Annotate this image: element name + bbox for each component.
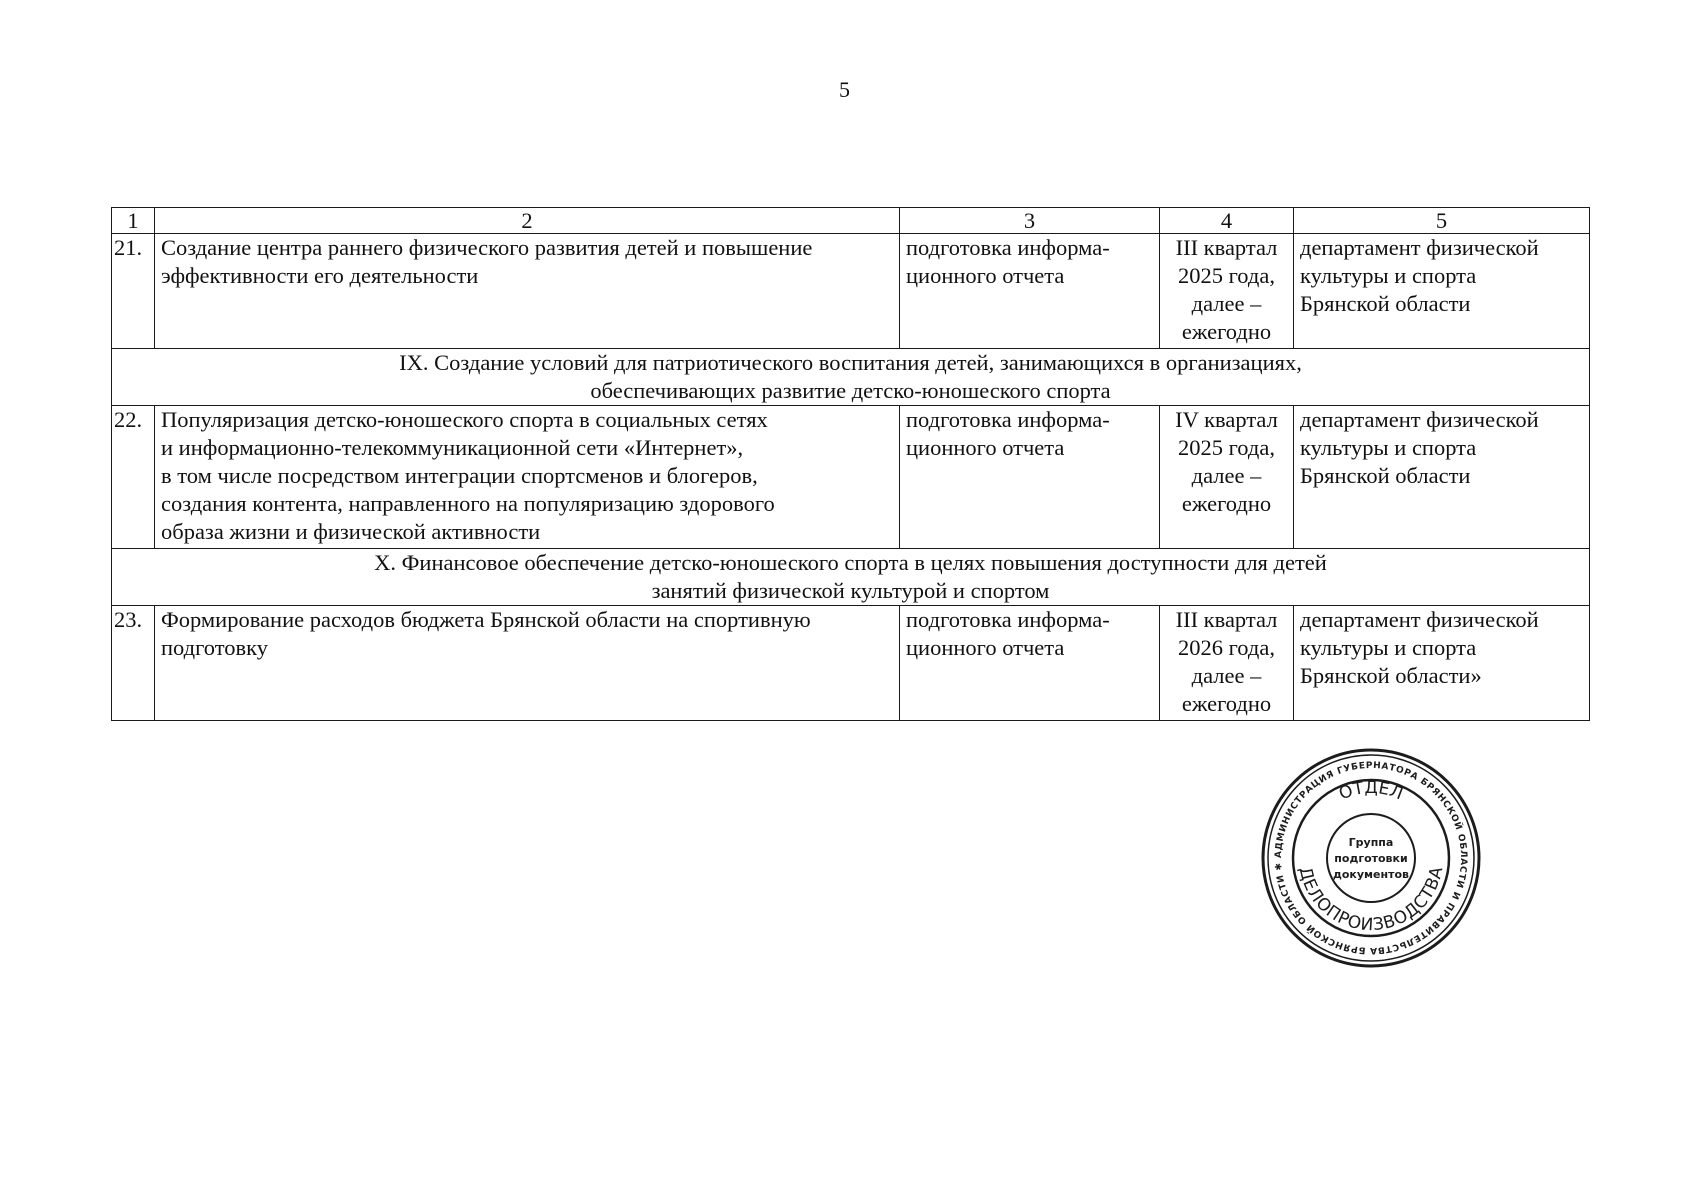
- text-line: 2025 года,: [1178, 435, 1275, 460]
- text-line: III квартал: [1175, 607, 1278, 632]
- text-line: Брянской области»: [1300, 663, 1482, 688]
- text-line: ционного отчета: [906, 435, 1065, 460]
- report-form-cell: [900, 234, 1160, 349]
- text-line: подготовка информа-: [906, 407, 1110, 432]
- report-form-cell: [900, 606, 1160, 721]
- stamp-center-line: подготовки: [1334, 852, 1408, 865]
- stamp-inner-top-text: [1336, 778, 1405, 804]
- report-form-cell: [900, 406, 1160, 549]
- responsible-cell: [1294, 606, 1590, 721]
- text-line: культуры и спорта: [1300, 635, 1477, 660]
- deadline-cell: [1160, 406, 1294, 549]
- text-line: департамент физической: [1300, 407, 1539, 432]
- text-line: далее –: [1191, 291, 1262, 316]
- stamp-center-line: Группа: [1348, 836, 1394, 849]
- text-line: Формирование расходов бюджета Брянской области на спортивную: [161, 607, 811, 632]
- column-number-cell: 5: [1294, 208, 1590, 234]
- page-number: 5: [839, 77, 850, 102]
- text-line: обеспечивающих развитие детско-юношеского спорта: [590, 378, 1111, 403]
- stamp-center-text: [1333, 836, 1409, 881]
- stamp-inner-bottom-ring-text: ДЕЛОПРОИЗВОДСТВА: [1294, 864, 1448, 936]
- stamp-center-line: документов: [1332, 868, 1410, 881]
- column-number-cell: 2: [155, 208, 900, 234]
- column-number-cell: 1: [112, 208, 155, 234]
- text-line: ежегодно: [1181, 691, 1272, 716]
- stamp-outer-ring-text: АДМИНИСТРАЦИЯ ГУБЕРНАТОРА БРЯНСКОЙ ОБЛАСТИ И ПРАВИТЕЛЬСТВА БРЯНСКОЙ ОБЛАСТИ ✱: [1273, 760, 1469, 956]
- column-number-header-row: [112, 208, 1590, 234]
- text-line: далее –: [1191, 663, 1262, 688]
- text-line: и информационно-телекоммуникационной сети «Интернет»,: [161, 435, 744, 460]
- responsible-cell: [1294, 406, 1590, 549]
- responsible-cell: [1294, 234, 1590, 349]
- event-cell: [155, 234, 900, 349]
- text-line: Создание центра раннего физического развития детей и повышение: [161, 235, 813, 260]
- text-line: образа жизни и физической активности: [161, 519, 541, 544]
- row-number-cell: 23.: [112, 606, 155, 721]
- text-line: культуры и спорта: [1300, 263, 1477, 288]
- text-line: подготовка информа-: [906, 235, 1110, 260]
- section-heading: [112, 349, 1590, 406]
- text-line: далее –: [1191, 463, 1262, 488]
- text-line: III квартал: [1175, 235, 1278, 260]
- text-line: ционного отчета: [906, 635, 1065, 660]
- row-number-cell: 22.: [112, 406, 155, 549]
- text-line: подготовку: [161, 635, 268, 660]
- text-line: культуры и спорта: [1300, 435, 1477, 460]
- text-line: занятий физической культурой и спортом: [651, 578, 1050, 603]
- column-number-cell: 4: [1160, 208, 1294, 234]
- section-heading: [112, 549, 1590, 606]
- table-row: [112, 406, 1590, 549]
- text-line: ежегодно: [1181, 319, 1272, 344]
- deadline-cell: [1160, 606, 1294, 721]
- stamp-inner-top-ring-text: ОТДЕЛ: [1336, 778, 1406, 805]
- text-line: в том числе посредством интеграции спортсменов и блогеров,: [161, 463, 758, 488]
- text-line: департамент физической: [1300, 235, 1539, 260]
- section-heading-row: [112, 549, 1590, 606]
- office-seal-stamp: [1259, 746, 1483, 970]
- text-line: Брянской области: [1300, 291, 1471, 316]
- event-cell: [155, 406, 900, 549]
- text-line: 2025 года,: [1178, 263, 1275, 288]
- text-line: 2026 года,: [1178, 635, 1275, 660]
- table-row: [112, 234, 1590, 349]
- text-line: Популяризация детско-юношеского спорта в социальных сетях: [161, 407, 768, 432]
- event-cell: [155, 606, 900, 721]
- text-line: ционного отчета: [906, 263, 1065, 288]
- text-line: ежегодно: [1181, 491, 1272, 516]
- text-line: IX. Создание условий для патриотического воспитания детей, занимающихся в организациях,: [399, 350, 1302, 375]
- text-line: подготовка информа-: [906, 607, 1110, 632]
- column-number-cell: 3: [900, 208, 1160, 234]
- deadline-cell: [1160, 234, 1294, 349]
- text-line: создания контента, направленного на популяризацию здорового: [161, 491, 775, 516]
- text-line: X. Финансовое обеспечение детско-юношеского спорта в целях повышения доступности для детей: [374, 550, 1327, 575]
- section-heading-row: [112, 349, 1590, 406]
- table-row: [112, 606, 1590, 721]
- text-line: эффективности его деятельности: [161, 263, 479, 288]
- text-line: департамент физической: [1300, 607, 1539, 632]
- row-number-cell: 21.: [112, 234, 155, 349]
- text-line: Брянской области: [1300, 463, 1471, 488]
- text-line: IV квартал: [1175, 407, 1278, 432]
- action-plan-table: [111, 207, 1590, 721]
